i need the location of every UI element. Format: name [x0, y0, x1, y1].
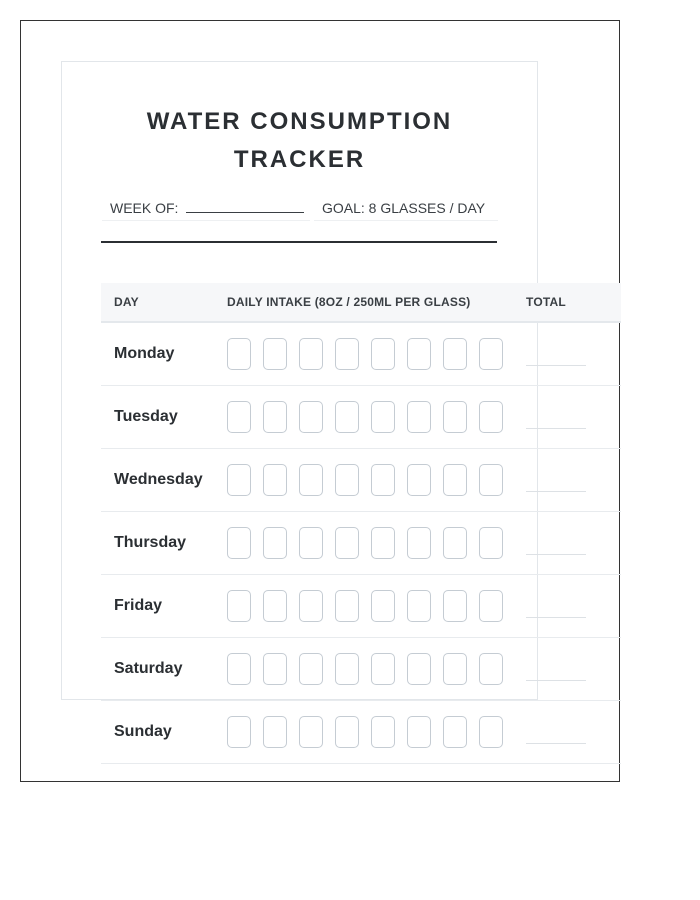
intake-table [101, 283, 621, 764]
total-blank[interactable] [526, 428, 586, 429]
day-label: Thursday [114, 534, 187, 551]
total-blank[interactable] [526, 743, 586, 744]
goal-label: GOAL: 8 GLASSES / DAY [322, 200, 486, 216]
glass-icon[interactable] [299, 653, 323, 685]
table-body [101, 323, 621, 764]
table-row [101, 386, 621, 449]
total-blank[interactable] [526, 365, 586, 366]
week-of-field[interactable] [102, 198, 310, 221]
glass-icon[interactable] [479, 590, 503, 622]
table-row [101, 449, 621, 512]
glass-icon[interactable] [263, 464, 287, 496]
glass-icon[interactable] [299, 338, 323, 370]
glass-icon[interactable] [443, 590, 467, 622]
glass-icon[interactable] [371, 464, 395, 496]
glass-icon[interactable] [335, 401, 359, 433]
table-row [101, 638, 621, 701]
glass-icon[interactable] [479, 338, 503, 370]
glass-icon[interactable] [299, 590, 323, 622]
title-divider [101, 241, 497, 243]
glass-icon[interactable] [443, 401, 467, 433]
glass-icon[interactable] [443, 716, 467, 748]
week-of-blank[interactable] [186, 200, 304, 213]
glass-icon[interactable] [371, 590, 395, 622]
table-row [101, 575, 621, 638]
day-label: Monday [114, 345, 175, 362]
glass-icon[interactable] [371, 716, 395, 748]
glass-icon[interactable] [407, 527, 431, 559]
glass-icon[interactable] [335, 338, 359, 370]
glass-icon[interactable] [479, 464, 503, 496]
glass-icon[interactable] [227, 464, 251, 496]
glass-icon[interactable] [407, 338, 431, 370]
header-day: DAY [114, 295, 139, 309]
glass-icon[interactable] [263, 527, 287, 559]
day-label: Saturday [114, 660, 183, 677]
glass-icon[interactable] [407, 401, 431, 433]
glass-icon[interactable] [227, 590, 251, 622]
day-label: Tuesday [114, 408, 178, 425]
glass-icon[interactable] [479, 527, 503, 559]
glass-icon[interactable] [407, 464, 431, 496]
glass-icon[interactable] [263, 401, 287, 433]
glass-icon[interactable] [407, 590, 431, 622]
glass-icon[interactable] [443, 527, 467, 559]
glass-icon[interactable] [407, 716, 431, 748]
glass-icon[interactable] [443, 464, 467, 496]
glass-icon[interactable] [371, 338, 395, 370]
glass-icon[interactable] [227, 716, 251, 748]
glass-icon[interactable] [227, 527, 251, 559]
glass-icon[interactable] [479, 401, 503, 433]
glass-icon[interactable] [299, 527, 323, 559]
glass-icon[interactable] [299, 716, 323, 748]
glass-icon[interactable] [227, 401, 251, 433]
glass-icon[interactable] [227, 653, 251, 685]
glass-icon[interactable] [335, 464, 359, 496]
goal-field [314, 198, 498, 221]
glass-icon[interactable] [443, 653, 467, 685]
table-row [101, 701, 621, 764]
glass-icon[interactable] [335, 590, 359, 622]
total-blank[interactable] [526, 491, 586, 492]
table-header [101, 283, 621, 323]
header-total: TOTAL [526, 295, 566, 309]
glass-icon[interactable] [479, 716, 503, 748]
title-line-2: TRACKER [233, 146, 366, 173]
glass-icon[interactable] [371, 401, 395, 433]
title-line-1: WATER CONSUMPTION [146, 108, 453, 135]
table-row [101, 512, 621, 575]
header-intake: DAILY INTAKE (8OZ / 250ML PER GLASS) [227, 295, 471, 309]
total-blank[interactable] [526, 554, 586, 555]
glass-icon[interactable] [263, 590, 287, 622]
glass-icon[interactable] [407, 653, 431, 685]
page-title [61, 103, 538, 179]
glass-icon[interactable] [263, 716, 287, 748]
glass-icon[interactable] [335, 527, 359, 559]
glass-icon[interactable] [227, 338, 251, 370]
table-row [101, 323, 621, 386]
meta-row [102, 198, 498, 222]
glass-icon[interactable] [371, 527, 395, 559]
glass-icon[interactable] [299, 464, 323, 496]
glass-icon[interactable] [479, 653, 503, 685]
glass-icon[interactable] [335, 653, 359, 685]
total-blank[interactable] [526, 617, 586, 618]
glass-icon[interactable] [371, 653, 395, 685]
glass-icon[interactable] [263, 653, 287, 685]
total-blank[interactable] [526, 680, 586, 681]
day-label: Wednesday [114, 471, 203, 488]
glass-icon[interactable] [335, 716, 359, 748]
glass-icon[interactable] [443, 338, 467, 370]
glass-icon[interactable] [299, 401, 323, 433]
week-of-label: WEEK OF: [110, 200, 179, 216]
glass-icon[interactable] [263, 338, 287, 370]
day-label: Sunday [114, 723, 172, 740]
day-label: Friday [114, 597, 163, 614]
